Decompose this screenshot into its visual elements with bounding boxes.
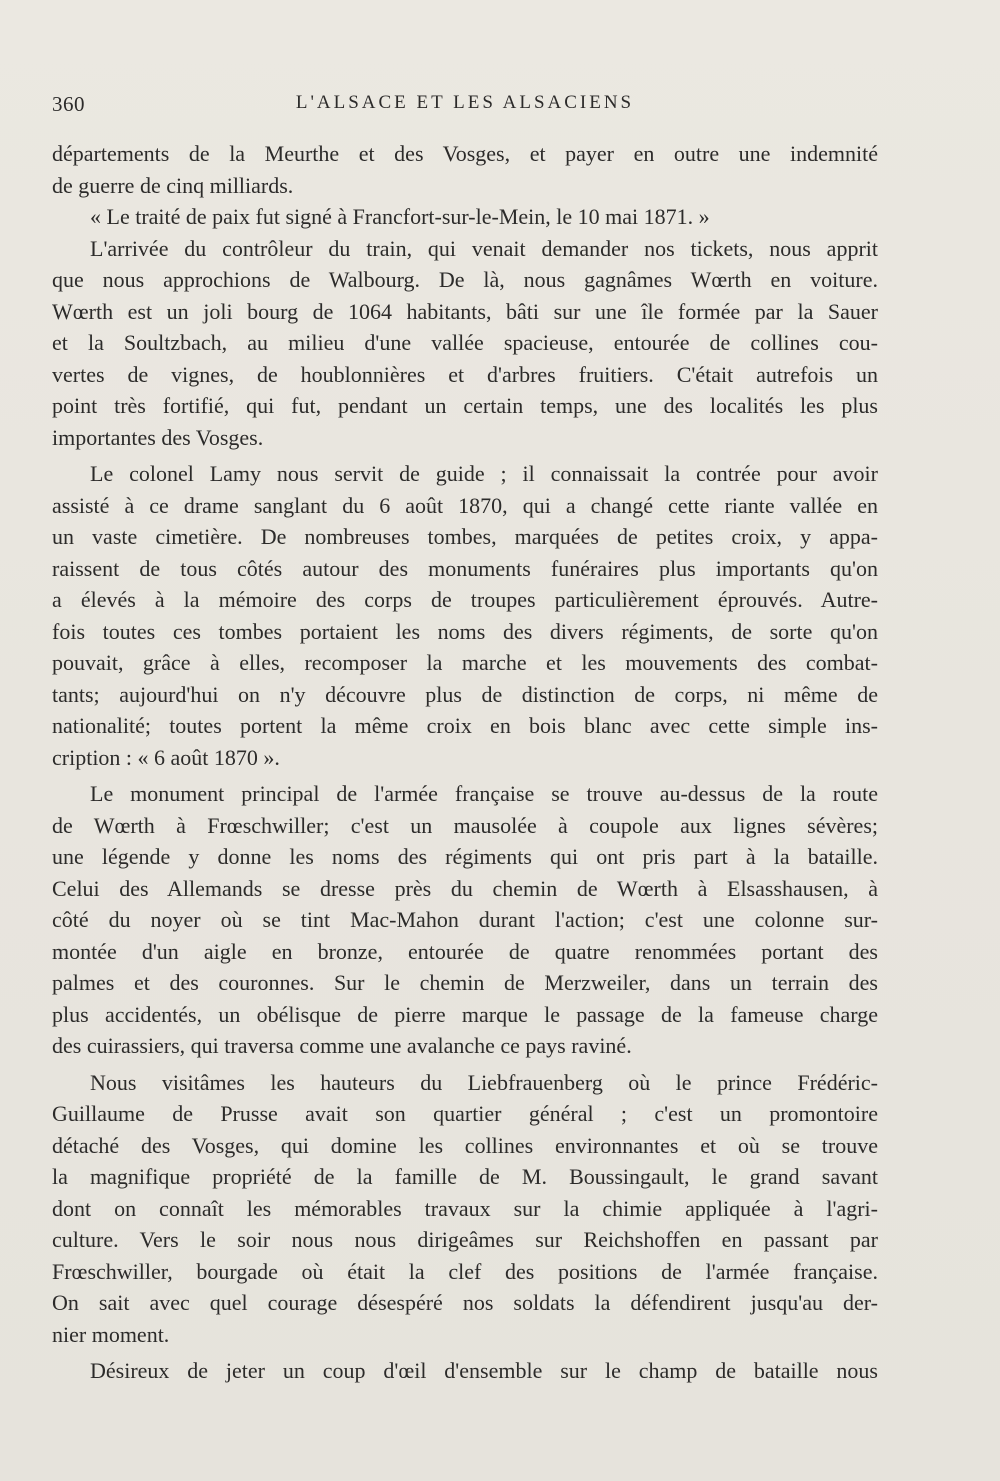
text-line: montée d'un aigle en bronze, entourée de quatre renommées portant des [52,938,878,964]
text-line: point très fortifié, qui fut, pendant un certain temps, une des localités les plus [52,393,878,418]
text-line: vertes de vignes, de houblonnières et d'arbres fruitiers. C'était autrefois un [52,361,878,387]
text-line: Guillaume de Prusse avait son quartier général ; c'est un promontoire [52,1101,878,1126]
text-line: nationalité; toutes portent la même croix en bois blanc avec cette simple ins- [52,713,878,738]
text-line: que nous approchions de Walbourg. De là, nous gagnâmes Wœrth en voiture. [52,267,878,292]
text-line: détaché des Vosges, qui domine les collines environnantes et où se trouve [52,1132,878,1158]
text-line: Le colonel Lamy nous servit de guide ; il connaissait la contrée pour avoir [90,461,878,486]
body-text [52,138,878,1387]
running-title: L'ALSACE ET LES ALSACIENS [295,92,635,113]
page-number: 360 [52,92,85,116]
text-line: Nous visitâmes les hauteurs du Liebfrauenberg où le prince Frédéric- [90,1069,878,1095]
text-line: importantes des Vosges. [52,424,264,450]
text-line: des cuirassiers, qui traversa comme une avalanche ce pays raviné. [52,1033,632,1058]
text-line: L'arrivée du contrôleur du train, qui venait demander nos tickets, nous apprit [90,235,878,261]
running-head [52,92,878,124]
text-line: assisté à ce drame sanglant du 6 août 1870, qui a changé cette riante vallée en [52,492,878,518]
text-line: culture. Vers le soir nous nous dirigeâmes sur Reichshoffen en passant par [52,1227,878,1252]
text-line: raissent de tous côtés autour des monuments funéraires plus importants qu'on [52,555,878,581]
text-line: et la Soultzbach, au milieu d'une vallée spacieuse, entourée de collines cou- [52,330,878,355]
text-line: côté du noyer où se tint Mac-Mahon durant l'action; c'est une colonne sur- [52,907,878,932]
text-line: la magnifique propriété de la famille de M. Boussingault, le grand savant [52,1164,878,1189]
text-line: un vaste cimetière. De nombreuses tombes, marquées de petites croix, y appa- [52,524,878,549]
text-line: dont on connaît les mémorables travaux sur la chimie appliquée à l'agri- [52,1195,878,1221]
text-line: cription : « 6 août 1870 ». [52,744,280,770]
text-line: Le monument principal de l'armée française se trouve au-dessus de la route [90,781,878,806]
text-line: de guerre de cinq milliards. [52,172,294,198]
text-line: départements de la Meurthe et des Vosges, et payer en outre une indemnité [52,141,878,166]
text-line: nier moment. [52,1321,170,1347]
text-line: de Wœrth à Frœschwiller; c'est un mausolée à coupole aux lignes sévères; [52,812,878,838]
text-line: pouvait, grâce à elles, recomposer la marche et les mouvements des combat- [52,650,878,675]
text-line: tants; aujourd'hui on n'y découvre plus de distinction de corps, ni même de [52,681,878,707]
text-line: On sait avec quel courage désespéré nos soldats la défendirent jusqu'au der- [52,1290,878,1315]
text-line: plus accidentés, un obélisque de pierre marque le passage de la fameuse charge [52,1001,878,1027]
text-line: Celui des Allemands se dresse près du chemin de Wœrth à Elsasshausen, à [52,875,878,901]
text-line: une légende y donne les noms des régiments qui ont pris part à la bataille. [52,844,878,869]
text-line: « Le traité de paix fut signé à Francfort-sur-le-Mein, le 10 mai 1871. » [90,204,710,229]
text-line: a élevés à la mémoire des corps de troupes particulièrement éprouvés. Autre- [52,587,878,612]
text-line: Désireux de jeter un coup d'œil d'ensemble sur le champ de bataille nous [90,1358,878,1383]
text-line: Wœrth est un joli bourg de 1064 habitants, bâti sur une île formée par la Sauer [52,298,878,324]
text-line: fois toutes ces tombes portaient les noms des divers régiments, de sorte qu'on [52,618,878,644]
text-line: palmes et des couronnes. Sur le chemin de Merzweiler, dans un terrain des [52,970,878,995]
text-line: Frœschwiller, bourgade où était la clef des positions de l'armée française. [52,1258,878,1284]
